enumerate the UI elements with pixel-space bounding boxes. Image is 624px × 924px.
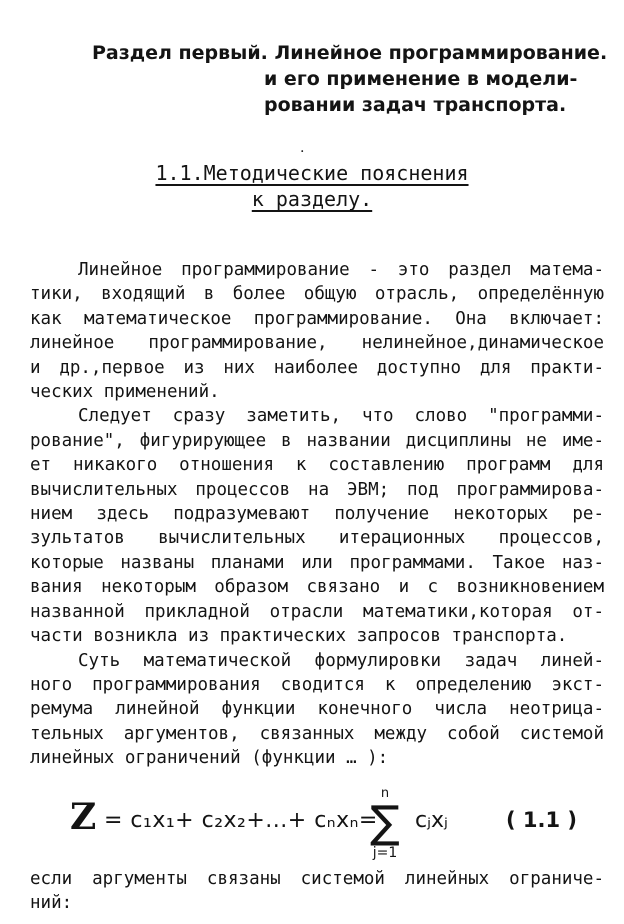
sum-upper-limit: n: [380, 786, 390, 801]
section-heading-line-2: к разделу.: [251, 187, 373, 211]
paragraph-line: Линейное программирование - это раздел матема-: [78, 260, 604, 280]
sum-term: cⱼxⱼ: [415, 808, 448, 833]
paragraph-line: названной прикладной отрасли математики,которая от-: [30, 601, 604, 622]
paragraph-line: части возникла из практических запросов транспорта.: [30, 626, 568, 647]
body-text: [30, 258, 604, 771]
paragraph-line: ний:: [30, 893, 73, 914]
equation-number: ( 1.1 ): [506, 808, 578, 832]
part-title-line-1: Раздел первый. Линейное программирование.: [92, 42, 608, 64]
paragraph-line: линейное программирование, нелинейное,динамическое: [30, 333, 604, 354]
paragraph-line: вычислительных процессов на ЭВМ; под программирова-: [30, 479, 604, 500]
paragraph-line: Суть математической формулировки задач линей-: [78, 650, 604, 671]
paragraph-line: ремума линейной функции конечного числа неотрица-: [30, 699, 604, 720]
paragraph-line: нием здесь подразумевают получение некоторых ре-: [30, 504, 604, 525]
paragraph-line: линейных ограничений (функции … ):: [30, 748, 389, 769]
section-heading: [0, 160, 624, 212]
paragraph-line: и др.,первое из них наиболее доступно для практи-: [30, 357, 604, 378]
sum-lower-limit: j=1: [372, 845, 398, 861]
section-heading-line-1: 1.1.Методические пояснения: [155, 161, 469, 185]
continuation-text: [30, 867, 604, 916]
paragraph-line: зультатов вычислительных итерационных процессов,: [30, 528, 604, 549]
paragraph-line: ческих применений.: [30, 382, 220, 403]
sigma-symbol: ∑: [370, 797, 400, 848]
paragraph-line: рование", фигурирующее в названии дисциплины не име-: [30, 430, 604, 451]
formula-expression: = c₁x₁+ c₂x₂+...+ cₙxₙ=: [104, 808, 378, 833]
formula-lhs: Z: [70, 796, 97, 838]
formula-1-1: [70, 778, 590, 878]
paragraph-line: как математическое программирование. Она включает:: [30, 308, 604, 329]
paragraph-line: которые названы планами или программами. Такое наз-: [30, 552, 604, 573]
paragraph-line: тельных аргументов, связанных между собой системой: [30, 723, 604, 744]
part-title: [92, 40, 612, 118]
part-title-line-2: и его применение в модели-: [264, 68, 578, 90]
paragraph-line: ного программирования сводится к определению экст-: [30, 674, 604, 695]
stray-mark: .: [300, 140, 305, 156]
paragraph-line: Следует сразу заметить, что слово "программи-: [78, 406, 604, 427]
paragraph-line: ет никакого отношения к составлению программ для: [30, 455, 604, 476]
paragraph-line: тики, входящий в более общую отрасль, определённую: [30, 284, 604, 305]
paragraph-line: вания некоторым образом связано и с возникновением: [30, 577, 604, 598]
paragraph-line: если аргументы связаны системой линейных ограниче-: [30, 869, 604, 889]
summation: [360, 786, 410, 861]
part-title-line-3: ровании задач транспорта.: [264, 94, 567, 116]
